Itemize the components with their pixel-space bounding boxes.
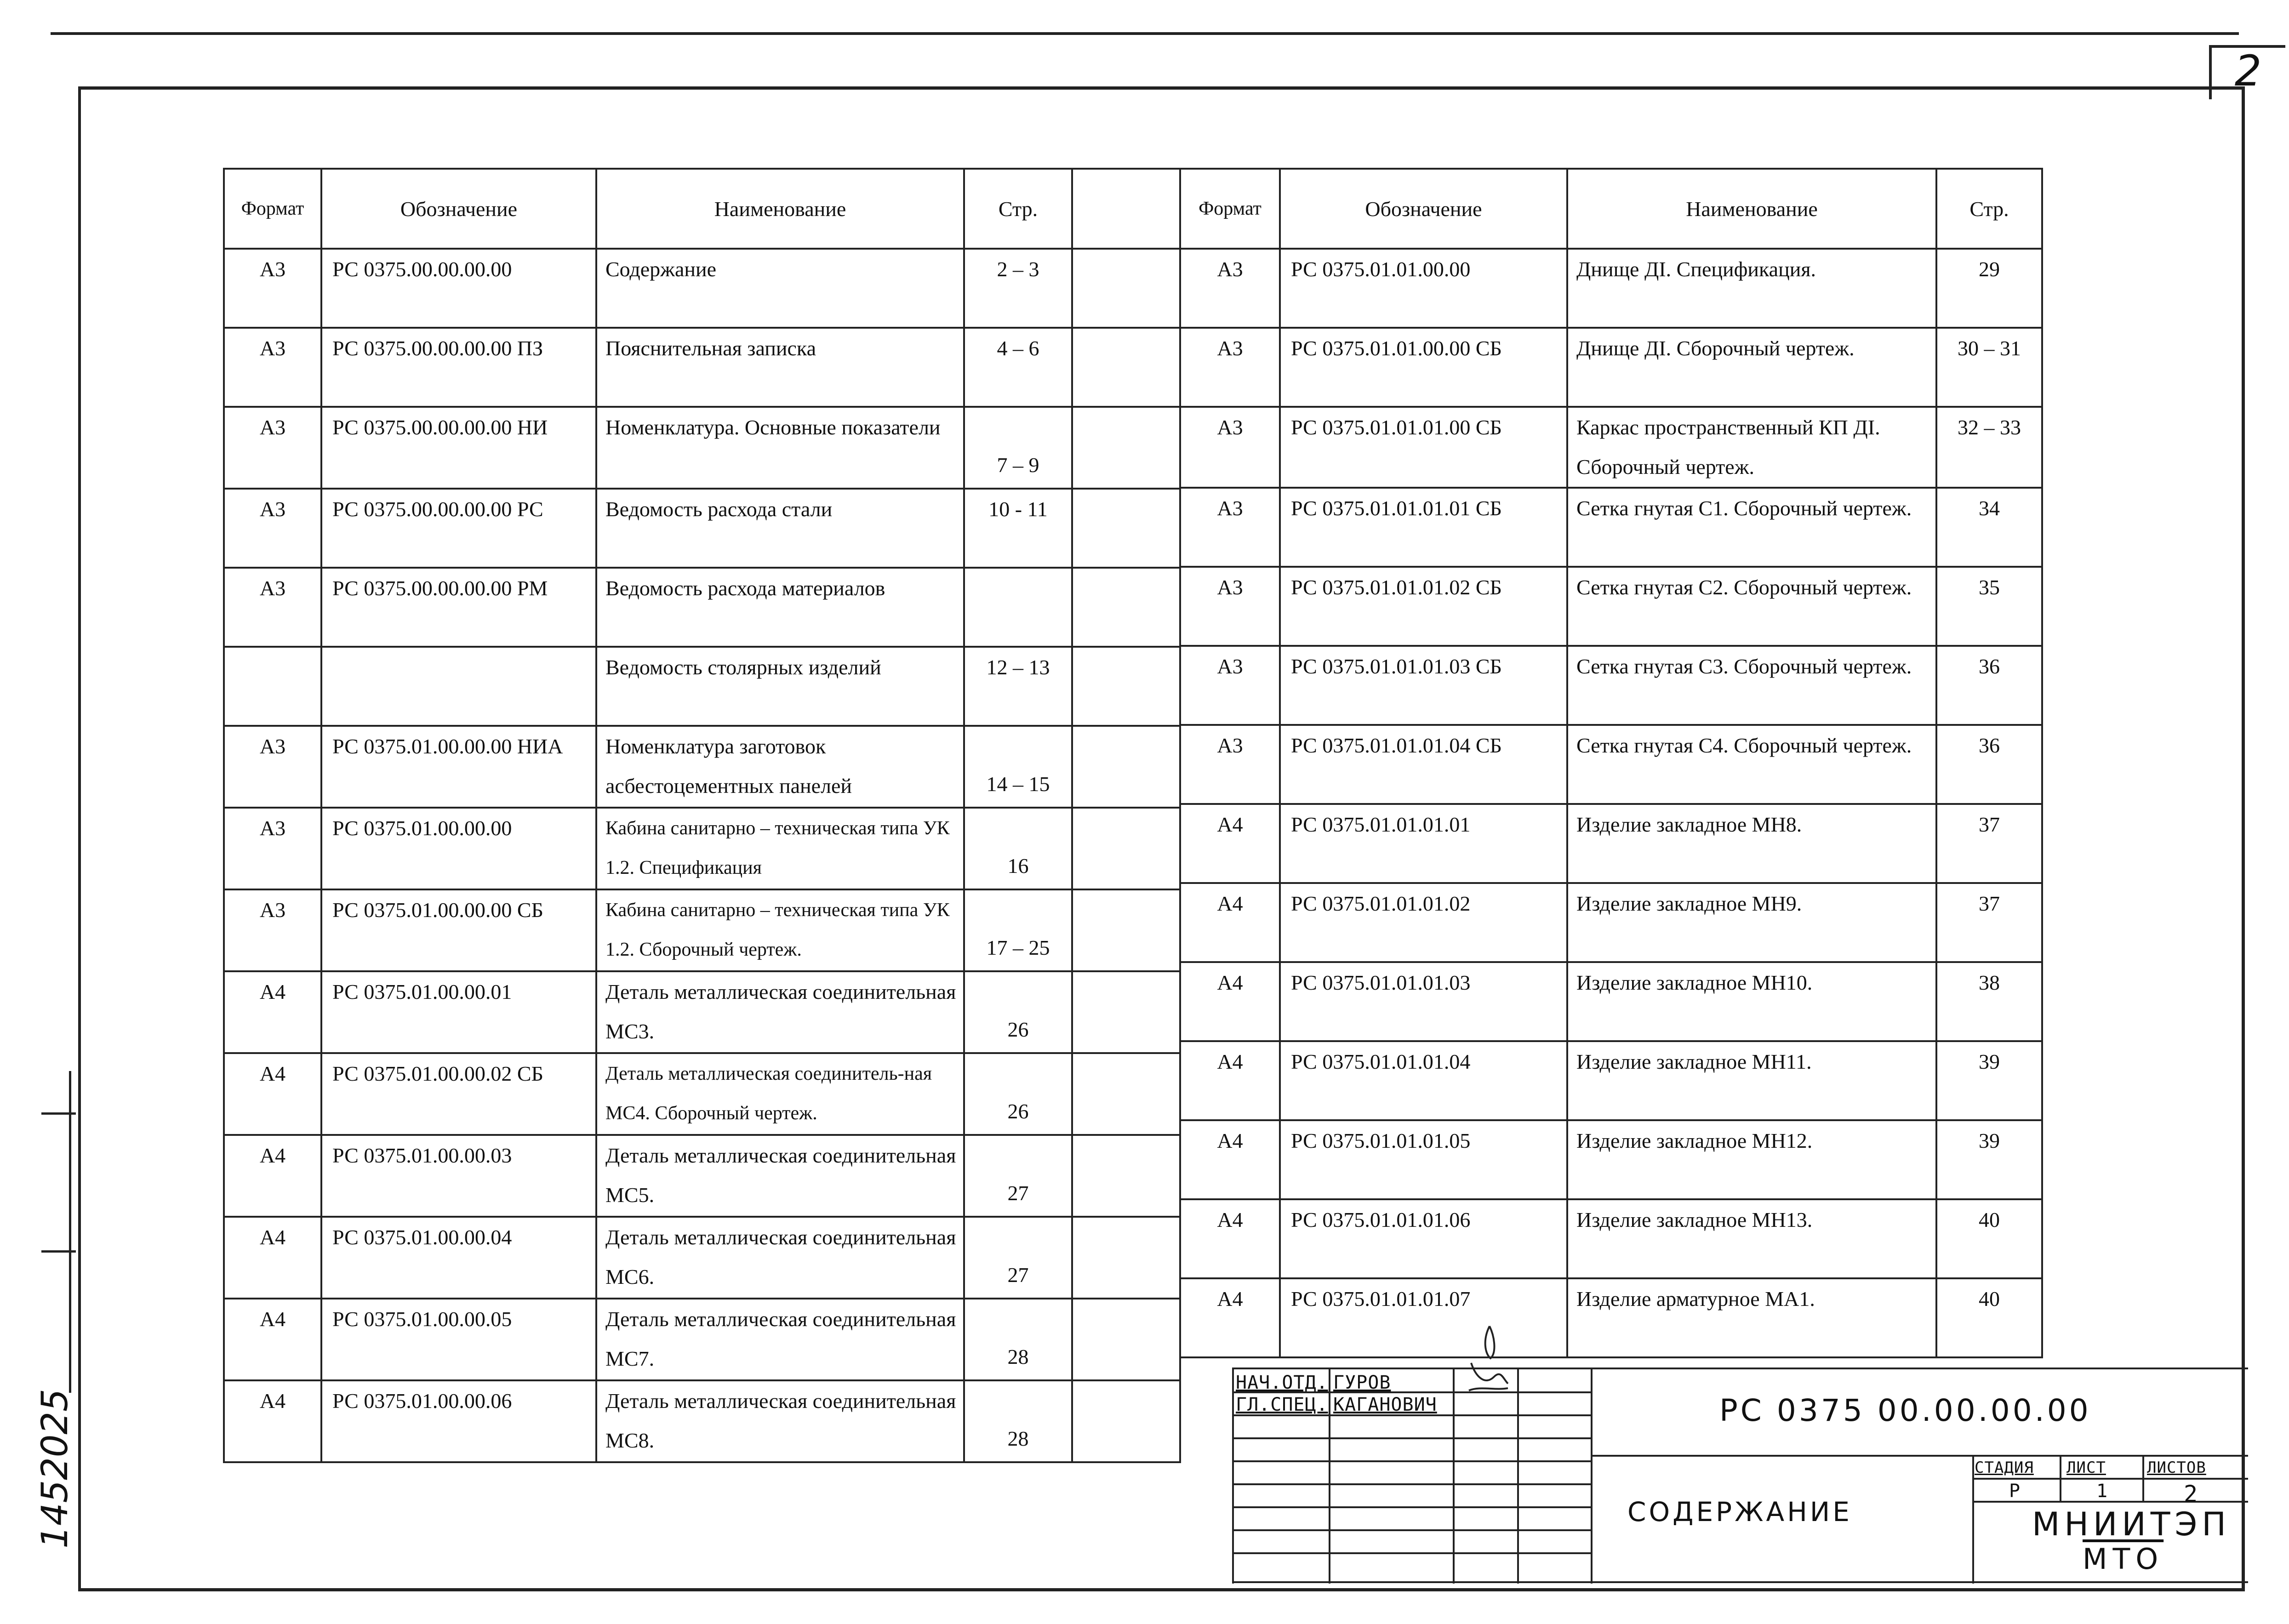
row-name: Деталь металлическая соединительная МС3. [596,971,964,1053]
blank-cell [1072,808,1180,889]
row-page: 17 – 25 [964,889,1072,971]
row-name: Сетка гнутая С3. Сборочный чертеж. [1567,646,1936,725]
row-page: 32 – 33 [1936,407,2042,488]
row-designation: РС 0375.01.01.01.06 [1280,1199,1567,1278]
document-title: СОДЕРЖАНИЕ [1627,1496,1852,1527]
row-page [964,568,1072,647]
row-name: Сетка гнутая С1. Сборочный чертеж. [1567,488,1936,567]
table-row [224,726,1180,808]
row-name: Изделие закладное МН8. [1567,804,1936,883]
row-page: 34 [1936,488,2042,567]
table-header-row [224,169,1180,249]
header-format: Формат [224,169,321,249]
row-name: Кабина санитарно – техническая типа УК 1.2. Спецификация [596,808,964,889]
table-row [1180,1041,2042,1120]
blank-cell [1072,407,1180,489]
header-page: Стр. [964,169,1072,249]
row-designation: РС 0375.01.01.01.01 [1280,804,1567,883]
table-row [1180,1120,2042,1199]
row-name: Деталь металлическая соединительная МС5. [596,1135,964,1217]
stage-value: Р [2009,1481,2021,1502]
row-designation: РС 0375.01.00.00.02 СБ [321,1053,596,1135]
row-page: 16 [964,808,1072,889]
table-row [1180,1278,2042,1357]
table-row [1180,567,2042,646]
row-designation: РС 0375.01.00.00.00 [321,808,596,889]
row-format: А4 [224,1053,321,1135]
row-format: А3 [224,726,321,808]
blank-cell [1072,489,1180,568]
row-name: Каркас пространственный КП ДI. Сборочный чертеж. [1567,407,1936,488]
header-name: Наименование [596,169,964,249]
row-page: 38 [1936,962,2042,1041]
row-page: 12 – 13 [964,647,1072,726]
row-designation: РС 0375.00.00.00.00 РМ [321,568,596,647]
row-format: А4 [224,1135,321,1217]
row-format: А3 [1180,646,1280,725]
row-name: Изделие закладное МН12. [1567,1120,1936,1199]
row-format: А4 [1180,1120,1280,1199]
row-page: 14 – 15 [964,726,1072,808]
stage-label: СТАДИЯ [1975,1459,2034,1477]
blank-cell [1072,647,1180,726]
row-name: Изделие арматурное МА1. [1567,1278,1936,1357]
table-row [224,1217,1180,1299]
row-format: А3 [224,489,321,568]
row-name: Деталь металлическая соединитель-ная МС4. Сборочный чертеж. [596,1053,964,1135]
row-page: 39 [1936,1120,2042,1199]
contents-table-left [223,168,1181,1463]
row-designation: РС 0375.01.00.00.00 СБ [321,889,596,971]
row-name: Деталь металлическая соединительная МС7. [596,1299,964,1380]
table-row [224,407,1180,489]
blank-cell [1072,249,1180,328]
table-row [1180,249,2042,328]
table-row [1180,646,2042,725]
row-format: А4 [1180,1041,1280,1120]
row-designation: РС 0375.01.01.01.03 [1280,962,1567,1041]
row-format: А4 [1180,883,1280,962]
row-page: 2 – 3 [964,249,1072,328]
row-name: Ведомость столярных изделий [596,647,964,726]
row-page: 30 – 31 [1936,328,2042,407]
signatory-role: НАЧ.ОТД. [1236,1372,1328,1393]
signatory-name: ГУРОВ [1333,1372,1391,1393]
blank-cell [1072,889,1180,971]
row-designation: РС 0375.01.01.01.03 СБ [1280,646,1567,725]
row-format: А3 [1180,488,1280,567]
row-page: 28 [964,1299,1072,1380]
row-designation: РС 0375.01.00.00.03 [321,1135,596,1217]
row-format: А4 [224,1380,321,1462]
row-designation: РС 0375.00.00.00.00 РС [321,489,596,568]
row-designation: РС 0375.01.00.00.04 [321,1217,596,1299]
row-format: А3 [224,407,321,489]
table-row [1180,883,2042,962]
blank-cell [1072,1135,1180,1217]
row-page: 4 – 6 [964,328,1072,407]
row-designation: РС 0375.01.01.00.00 СБ [1280,328,1567,407]
row-page: 35 [1936,567,2042,646]
row-name: Номенклатура заготовок асбестоцементных панелей [596,726,964,808]
table-row [224,889,1180,971]
row-name: Днище ДI. Спецификация. [1567,249,1936,328]
row-name: Деталь металлическая соединительная МС8. [596,1380,964,1462]
row-designation: РС 0375.00.00.00.00 ПЗ [321,328,596,407]
row-format: А3 [1180,567,1280,646]
row-page: 36 [1936,725,2042,804]
row-page: 37 [1936,804,2042,883]
table-row [224,1053,1180,1135]
row-name: Пояснительная записка [596,328,964,407]
row-format: А3 [1180,725,1280,804]
row-designation: РС 0375.00.00.00.00 НИ [321,407,596,489]
organization-name: МНИИТЭП [2032,1505,2231,1543]
contents-table-right [1179,168,2043,1358]
row-designation: РС 0375.01.00.00.06 [321,1380,596,1462]
table-row [1180,804,2042,883]
row-page: 27 [964,1217,1072,1299]
row-page: 26 [964,1053,1072,1135]
row-name: Содержание [596,249,964,328]
header-page: Стр. [1936,169,2042,249]
row-name: Изделие закладное МН10. [1567,962,1936,1041]
row-designation [321,647,596,726]
row-format: А3 [224,249,321,328]
row-designation: РС 0375.01.01.01.02 [1280,883,1567,962]
row-format: А3 [224,328,321,407]
row-format: А4 [1180,962,1280,1041]
blank-cell [1072,568,1180,647]
row-format: А4 [1180,804,1280,883]
row-designation: РС 0375.01.01.01.04 [1280,1041,1567,1120]
blank-cell [1072,1217,1180,1299]
sheets-value: 2 [2184,1481,2198,1507]
row-format: А4 [224,1217,321,1299]
row-designation: РС 0375.01.00.00.05 [321,1299,596,1380]
row-designation: РС 0375.01.01.01.02 СБ [1280,567,1567,646]
table-row [1180,488,2042,567]
row-format: А3 [1180,249,1280,328]
header-name: Наименование [1567,169,1936,249]
row-name: Ведомость расхода материалов [596,568,964,647]
signatory-name: КАГАНОВИЧ [1333,1394,1437,1415]
row-designation: РС 0375.01.00.00.00 НИА [321,726,596,808]
row-name: Ведомость расхода стали [596,489,964,568]
document-code: РС 0375 00.00.00.00 [1719,1393,2091,1428]
row-designation: РС 0375.01.01.01.04 СБ [1280,725,1567,804]
row-format: А3 [1180,328,1280,407]
blank-cell [1072,328,1180,407]
organization-subname: МТО [2083,1542,2164,1576]
table-row [1180,407,2042,488]
table-row [224,328,1180,407]
row-format: А3 [224,808,321,889]
table-row [224,489,1180,568]
row-format: А3 [224,889,321,971]
row-page: 37 [1936,883,2042,962]
row-name: Сетка гнутая С2. Сборочный чертеж. [1567,567,1936,646]
table-row [224,1135,1180,1217]
blank-column [1072,169,1180,249]
table-row [224,1299,1180,1380]
row-page: 40 [1936,1199,2042,1278]
row-format: А4 [1180,1278,1280,1357]
row-page: 7 – 9 [964,407,1072,489]
row-format: А3 [1180,407,1280,488]
row-format: А4 [224,1299,321,1380]
row-name: Изделие закладное МН11. [1567,1041,1936,1120]
row-format: А4 [224,971,321,1053]
row-name: Днище ДI. Сборочный чертеж. [1567,328,1936,407]
row-name: Изделие закладное МН13. [1567,1199,1936,1278]
sheet-number: 2 [2234,46,2262,96]
row-page: 10 - 11 [964,489,1072,568]
sheets-label: ЛИСТОВ [2147,1459,2206,1477]
title-block [1232,1368,2248,1584]
row-designation: РС 0375.01.01.01.00 СБ [1280,407,1567,488]
top-rule [51,32,2239,35]
row-format [224,647,321,726]
blank-cell [1072,1380,1180,1462]
row-designation: РС 0375.01.01.01.07 [1280,1278,1567,1357]
row-page: 28 [964,1380,1072,1462]
table-row [224,568,1180,647]
inventory-stamp: 1452025 [34,1389,76,1549]
row-page: 39 [1936,1041,2042,1120]
signature-icon [1457,1322,1517,1413]
table-row [224,971,1180,1053]
row-name: Номенклатура. Основные показатели [596,407,964,489]
header-format: Формат [1180,169,1280,249]
sheet-label: ЛИСТ [2066,1459,2106,1477]
row-page: 40 [1936,1278,2042,1357]
margin-line [69,1071,71,1393]
row-designation: РС 0375.01.01.01.05 [1280,1120,1567,1199]
row-name: Кабина санитарно – техническая типа УК 1.2. Сборочный чертеж. [596,889,964,971]
blank-cell [1072,1299,1180,1380]
blank-cell [1072,726,1180,808]
row-format: А3 [224,568,321,647]
table-row [224,249,1180,328]
row-name: Деталь металлическая соединительная МС6. [596,1217,964,1299]
row-page: 26 [964,971,1072,1053]
row-designation: РС 0375.01.00.00.01 [321,971,596,1053]
table-row [1180,725,2042,804]
row-page: 36 [1936,646,2042,725]
row-format: А4 [1180,1199,1280,1278]
blank-cell [1072,971,1180,1053]
header-designation: Обозначение [1280,169,1567,249]
table-row [224,808,1180,889]
row-page: 29 [1936,249,2042,328]
table-row [1180,962,2042,1041]
sheet-value: 1 [2096,1481,2108,1502]
table-header-row [1180,169,2042,249]
signatory-role: ГЛ.СПЕЦ. [1236,1394,1328,1415]
table-row [1180,1199,2042,1278]
row-designation: РС 0375.00.00.00.00 [321,249,596,328]
row-name: Изделие закладное МН9. [1567,883,1936,962]
row-page: 27 [964,1135,1072,1217]
table-row [1180,328,2042,407]
table-row [224,1380,1180,1462]
blank-cell [1072,1053,1180,1135]
row-designation: РС 0375.01.01.01.01 СБ [1280,488,1567,567]
row-designation: РС 0375.01.01.00.00 [1280,249,1567,328]
header-designation: Обозначение [321,169,596,249]
table-row [224,647,1180,726]
row-name: Сетка гнутая С4. Сборочный чертеж. [1567,725,1936,804]
